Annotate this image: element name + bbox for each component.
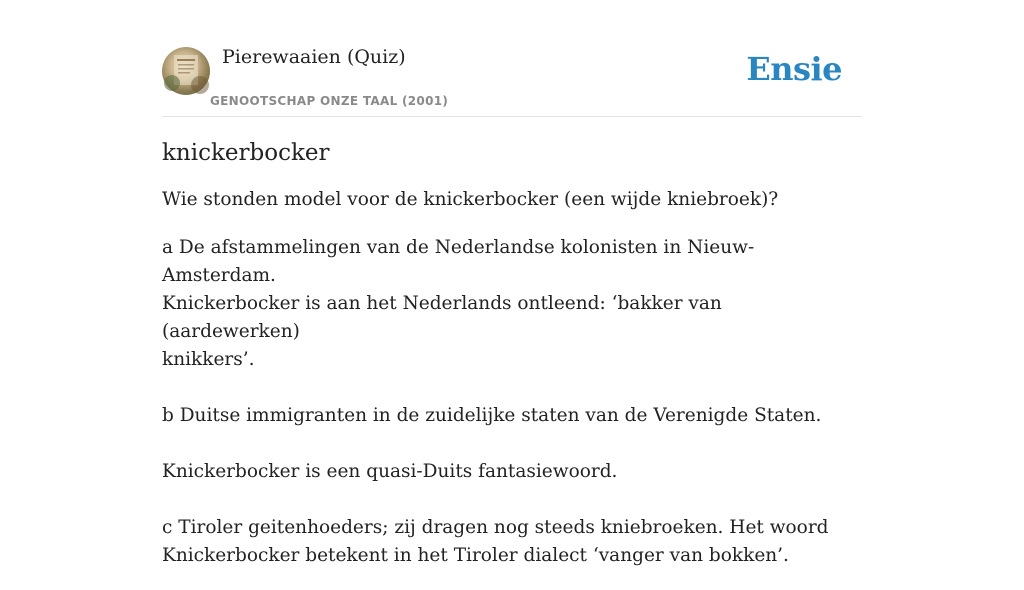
ensie-logo-link[interactable]: Ensie [746,50,842,88]
source-header [162,0,862,117]
answer-a [162,234,842,374]
entry-title: knickerbocker [162,140,330,166]
answer-a-line-1: a De afstammelingen van de Nederlandse kolonisten in Nieuw-Amsterdam. [162,237,755,286]
answer-b-line-1: b Duitse immigranten in de zuidelijke staten van de Verenigde Staten. [162,405,822,426]
answer-b-explanation [162,458,842,486]
source-avatar[interactable] [162,47,210,95]
answer-b [162,402,842,430]
answer-c-line-1: c Tiroler geitenhoeders; zij dragen nog steeds kniebroeken. Het woord [162,517,829,538]
entry-question: Wie stonden model voor de knickerbocker (een wijde kniebroek)? [162,189,779,210]
answer-c [162,514,842,570]
answer-a-line-2: Knickerbocker is aan het Nederlands ontleend: ‘bakker van (aardewerken) [162,293,722,342]
source-meta: GENOOTSCHAP ONZE TAAL (2001) [210,94,449,108]
entry-content [162,140,842,590]
book-cover-icon [162,47,210,95]
answer-c-line-2: Knickerbocker betekent in het Tiroler dialect ‘vanger van bokken’. [162,545,789,566]
answer-a-line-3: knikkers’. [162,349,255,370]
source-title[interactable]: Pierewaaien (Quiz) [222,46,406,68]
answer-b-line-2: Knickerbocker is een quasi-Duits fantasiewoord. [162,461,618,482]
